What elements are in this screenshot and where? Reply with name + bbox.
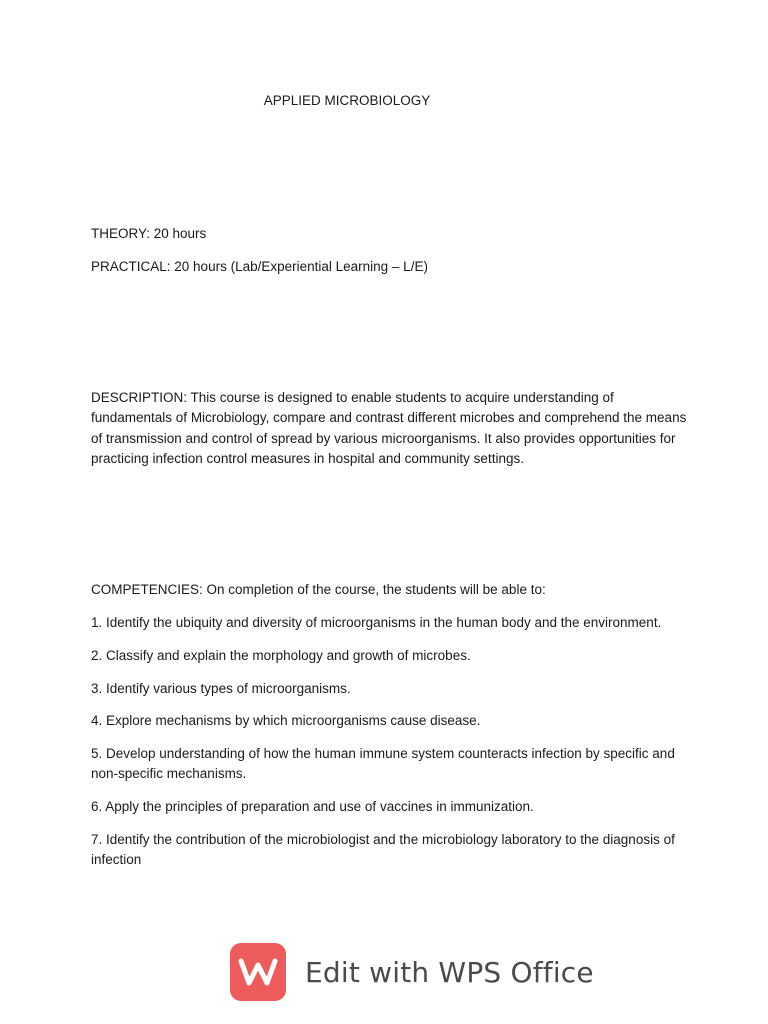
edit-with-wps-banner[interactable] — [230, 942, 594, 1002]
competency-item: 3. Identify various types of microorganisms. — [91, 680, 351, 696]
competencies-intro — [91, 580, 691, 600]
theory-value: : 20 hours — [146, 226, 207, 241]
wps-logo-icon — [230, 943, 286, 1001]
description-text: : This course is designed to enable students to acquire understanding of fundamentals of Microbiology, compare and contrast different microbes and comprehend the means of transmission and control of spread by various microorganisms. It also provides opportunities for practicing infection control measures in hospital and community settings. — [91, 390, 687, 466]
practical-line — [91, 257, 691, 277]
competency-item: 6. Apply the principles of preparation and use of vaccines in immunization. — [91, 799, 534, 815]
practical-value: : 20 hours (Lab/Experiential Learning – L/E) — [166, 259, 428, 274]
document-title: APPLIED MICROBIOLOGY — [263, 93, 431, 108]
theory-line — [91, 224, 691, 244]
competencies-list — [91, 613, 691, 883]
competency-item: 1. Identify the ubiquity and diversity of microorganisms in the human body and the environment. — [91, 615, 662, 630]
competency-item: 7. Identify the contribution of the microbiologist and the microbiology laboratory to the diagnosis of infection — [91, 832, 675, 868]
competency-item: 5. Develop understanding of how the human immune system counteracts infection by specific and non-specific mechanisms. — [91, 746, 675, 782]
theory-label: THEORY — [91, 226, 147, 241]
description-label: DESCRIPTION — [91, 390, 184, 405]
competencies-text: : On completion of the course, the students will be able to: — [199, 582, 546, 597]
competency-item: 4. Explore mechanisms by which microorganisms cause disease. — [91, 713, 481, 729]
description-paragraph — [91, 388, 691, 469]
wps-banner-label: Edit with WPS Office — [305, 955, 594, 989]
competency-item: 2. Classify and explain the morphology and growth of microbes. — [91, 647, 471, 663]
competencies-label: COMPETENCIES — [91, 582, 200, 597]
practical-label: PRACTICAL — [91, 259, 167, 274]
